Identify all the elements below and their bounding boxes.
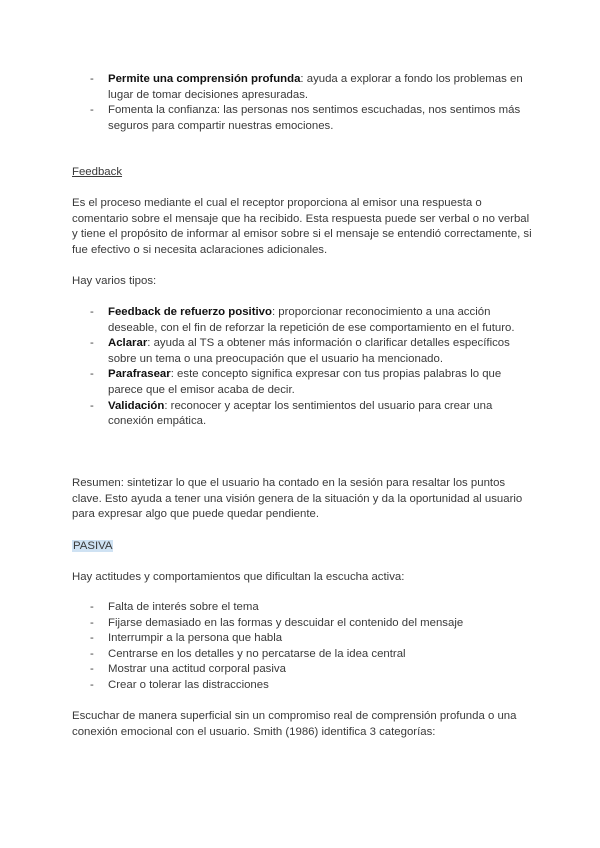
list-item: - Centrarse en los detalles y no percatarse de la idea central [72, 647, 532, 663]
feedback-types-label: Hay varios tipos: [72, 275, 157, 287]
list-item: - Fomenta la confianza: las personas nos sentimos escuchadas, nos sentimos más seguros para compartir nuestras emociones. [72, 103, 532, 134]
feedback-intro-paragraph: Es el proceso mediante el cual el receptor proporciona al emisor una respuesta o comentario sobre el mensaje que ha recibido. Esta respuesta puede ser verbal o no verbal y tiene el propósito de informar al emisor sobre si el mensaje se entendió correctamente, si fue efectivo o si necesita aclaraciones adicionales. [72, 197, 532, 256]
section-heading-pasiva: PASIVA [73, 540, 113, 552]
list-item: - Falta de interés sobre el tema [72, 600, 532, 616]
pasiva-list [72, 600, 532, 694]
list-item: - Permite una comprensión profunda: ayuda a explorar a fondo los problemas en lugar de tomar decisiones apresuradas. [72, 72, 532, 103]
summary-paragraph: Resumen: sintetizar lo que el usuario ha contado en la sesión para resaltar los puntos clave. Esto ayuda a tener una visión genera de la situación y da la oportunidad al usuario para expresar algo que puede quedar pendiente. [72, 477, 523, 521]
list-item: - Aclarar: ayuda al TS a obtener más información o clarificar detalles específicos sobre un tema o una preocupación que el usuario ha mencionado. [72, 336, 532, 367]
list-item: - Interrumpir a la persona que habla [72, 631, 532, 647]
list-item: - Feedback de refuerzo positivo: proporcionar reconocimiento a una acción deseable, con el fin de reforzar la repetición de ese comportamiento en el futuro. [72, 305, 532, 336]
feedback-types-list [72, 305, 532, 430]
list-item: - Fijarse demasiado en las formas y descuidar el contenido del mensaje [72, 616, 532, 632]
list-item: - Crear o tolerar las distracciones [72, 678, 532, 694]
pasiva-intro: Hay actitudes y comportamientos que dificultan la escucha activa: [72, 571, 405, 583]
list-item: - Parafrasear: este concepto significa expresar con tus propias palabras lo que parece que el emisor acaba de decir. [72, 367, 532, 398]
section-heading-feedback: Feedback [72, 166, 123, 178]
closing-paragraph: Escuchar de manera superficial sin un compromiso real de comprensión profunda o una conexión emocional con el usuario. Smith (1986) identifica 3 categorías: [72, 710, 517, 738]
list-item: - Validación: reconocer y aceptar los sentimientos del usuario para crear una conexión empática. [72, 399, 532, 430]
benefits-list [72, 72, 532, 134]
list-item: - Mostrar una actitud corporal pasiva [72, 662, 532, 678]
